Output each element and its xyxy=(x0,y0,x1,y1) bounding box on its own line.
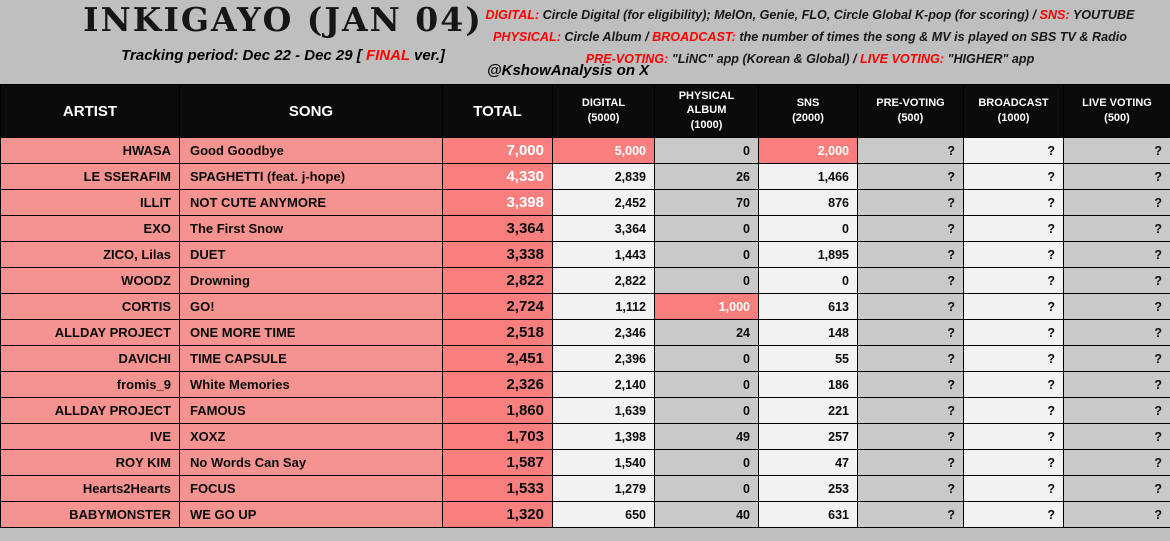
cell-broadcast: ? xyxy=(964,372,1064,398)
cell-physical: 24 xyxy=(655,320,759,346)
col-header-weight: (1000) xyxy=(690,118,723,131)
legend-text: Circle Digital (for eligibility); MelOn, Genie, FLO, Circle Global K-pop (for scoring) / xyxy=(539,8,1040,22)
cell-artist: DAVICHI xyxy=(1,346,180,372)
cell-broadcast: ? xyxy=(964,164,1064,190)
cell-sns: 2,000 xyxy=(759,138,858,164)
cell-total: 1,533 xyxy=(443,476,553,502)
cell-song: Drowning xyxy=(180,268,443,294)
cell-pre-voting: ? xyxy=(858,190,964,216)
cell-pre-voting: ? xyxy=(858,268,964,294)
col-header-label: PRE-VOTING xyxy=(876,96,945,109)
cell-physical: 0 xyxy=(655,216,759,242)
col-header-digital xyxy=(553,85,655,138)
legend-line xyxy=(452,4,1168,26)
cell-digital: 3,364 xyxy=(553,216,655,242)
cell-digital: 2,452 xyxy=(553,190,655,216)
cell-pre-voting: ? xyxy=(858,476,964,502)
col-header-label: SNS xyxy=(796,96,820,109)
cell-song: NOT CUTE ANYMORE xyxy=(180,190,443,216)
credit-handle: @KshowAnalysis on X xyxy=(487,62,650,79)
cell-live-voting: ? xyxy=(1064,502,1170,528)
cell-physical: 0 xyxy=(655,346,759,372)
table-row xyxy=(1,398,1170,424)
cell-broadcast: ? xyxy=(964,398,1064,424)
cell-sns: 0 xyxy=(759,268,858,294)
cell-broadcast: ? xyxy=(964,450,1064,476)
col-header-label: PHYSICAL ALBUM xyxy=(678,90,735,116)
cell-live-voting: ? xyxy=(1064,424,1170,450)
col-header-weight: (500) xyxy=(1104,111,1130,124)
cell-pre-voting: ? xyxy=(858,164,964,190)
cell-physical: 0 xyxy=(655,372,759,398)
cell-pre-voting: ? xyxy=(858,242,964,268)
cell-physical: 40 xyxy=(655,502,759,528)
col-header-physical-album xyxy=(655,85,759,138)
cell-total: 3,364 xyxy=(443,216,553,242)
cell-total: 3,338 xyxy=(443,242,553,268)
legend-label: DIGITAL: xyxy=(485,8,540,22)
cell-sns: 221 xyxy=(759,398,858,424)
cell-broadcast: ? xyxy=(964,502,1064,528)
col-header-label: DIGITAL xyxy=(581,96,626,109)
cell-digital: 1,443 xyxy=(553,242,655,268)
cell-pre-voting: ? xyxy=(858,450,964,476)
cell-sns: 1,466 xyxy=(759,164,858,190)
cell-physical: 0 xyxy=(655,476,759,502)
col-header-song: SONG xyxy=(180,85,443,138)
cell-physical: 0 xyxy=(655,242,759,268)
cell-pre-voting: ? xyxy=(858,398,964,424)
cell-live-voting: ? xyxy=(1064,268,1170,294)
cell-sns: 186 xyxy=(759,372,858,398)
cell-total: 2,724 xyxy=(443,294,553,320)
cell-artist: IVE xyxy=(1,424,180,450)
table-row xyxy=(1,320,1170,346)
cell-digital: 2,396 xyxy=(553,346,655,372)
col-header-sns xyxy=(759,85,858,138)
cell-sns: 0 xyxy=(759,216,858,242)
legend-label: LIVE VOTING: xyxy=(860,52,944,66)
cell-total: 1,703 xyxy=(443,424,553,450)
cell-artist: Hearts2Hearts xyxy=(1,476,180,502)
col-header-weight: (5000) xyxy=(587,111,620,124)
cell-live-voting: ? xyxy=(1064,216,1170,242)
cell-artist: EXO xyxy=(1,216,180,242)
cell-digital: 2,140 xyxy=(553,372,655,398)
cell-song: FOCUS xyxy=(180,476,443,502)
cell-sns: 47 xyxy=(759,450,858,476)
cell-physical: 0 xyxy=(655,268,759,294)
header-row xyxy=(1,85,1170,138)
table-row xyxy=(1,424,1170,450)
cell-broadcast: ? xyxy=(964,216,1064,242)
cell-artist: BABYMONSTER xyxy=(1,502,180,528)
table-row xyxy=(1,138,1170,164)
cell-pre-voting: ? xyxy=(858,372,964,398)
cell-digital: 5,000 xyxy=(553,138,655,164)
cell-song: No Words Can Say xyxy=(180,450,443,476)
cell-artist: ILLIT xyxy=(1,190,180,216)
tracking-period-text: Tracking period: Dec 22 - Dec 29 [ xyxy=(121,47,366,64)
tracking-period-suffix: ver.] xyxy=(409,47,445,64)
cell-digital: 1,279 xyxy=(553,476,655,502)
table-row xyxy=(1,190,1170,216)
cell-song: ONE MORE TIME xyxy=(180,320,443,346)
cell-physical: 49 xyxy=(655,424,759,450)
col-header-weight: (1000) xyxy=(997,111,1030,124)
cell-pre-voting: ? xyxy=(858,424,964,450)
cell-live-voting: ? xyxy=(1064,190,1170,216)
cell-physical: 0 xyxy=(655,398,759,424)
cell-broadcast: ? xyxy=(964,294,1064,320)
cell-song: GO! xyxy=(180,294,443,320)
cell-total: 3,398 xyxy=(443,190,553,216)
cell-digital: 2,822 xyxy=(553,268,655,294)
cell-broadcast: ? xyxy=(964,424,1064,450)
cell-song: SPAGHETTI (feat. j-hope) xyxy=(180,164,443,190)
cell-broadcast: ? xyxy=(964,190,1064,216)
table-row xyxy=(1,216,1170,242)
cell-total: 1,587 xyxy=(443,450,553,476)
cell-live-voting: ? xyxy=(1064,372,1170,398)
legend-text: YOUTUBE xyxy=(1069,8,1135,22)
cell-song: White Memories xyxy=(180,372,443,398)
cell-pre-voting: ? xyxy=(858,320,964,346)
col-header-live-voting xyxy=(1064,85,1170,138)
cell-sns: 148 xyxy=(759,320,858,346)
cell-broadcast: ? xyxy=(964,476,1064,502)
legend-label: PHYSICAL: xyxy=(493,30,561,44)
cell-song: FAMOUS xyxy=(180,398,443,424)
cell-pre-voting: ? xyxy=(858,294,964,320)
col-header-label: LIVE VOTING xyxy=(1082,96,1152,109)
cell-physical: 70 xyxy=(655,190,759,216)
cell-sns: 631 xyxy=(759,502,858,528)
page-title: INKIGAYO (JAN 04) xyxy=(83,0,483,39)
cell-artist: LE SSERAFIM xyxy=(1,164,180,190)
cell-live-voting: ? xyxy=(1064,294,1170,320)
cell-artist: CORTIS xyxy=(1,294,180,320)
cell-artist: HWASA xyxy=(1,138,180,164)
cell-total: 2,326 xyxy=(443,372,553,398)
legend-label: SNS: xyxy=(1039,8,1070,22)
cell-sns: 257 xyxy=(759,424,858,450)
cell-sns: 253 xyxy=(759,476,858,502)
cell-physical: 26 xyxy=(655,164,759,190)
cell-live-voting: ? xyxy=(1064,242,1170,268)
legend-text: the number of times the song & MV is played on SBS TV & Radio xyxy=(735,30,1127,44)
cell-pre-voting: ? xyxy=(858,346,964,372)
cell-artist: ROY KIM xyxy=(1,450,180,476)
cell-live-voting: ? xyxy=(1064,320,1170,346)
table-row xyxy=(1,372,1170,398)
cell-live-voting: ? xyxy=(1064,450,1170,476)
table-row xyxy=(1,346,1170,372)
legend-label: PRE-VOTING: xyxy=(585,52,669,66)
cell-total: 2,822 xyxy=(443,268,553,294)
cell-live-voting: ? xyxy=(1064,346,1170,372)
legend-text: "LiNC" app (Korean & Global) / xyxy=(668,52,861,66)
cell-pre-voting: ? xyxy=(858,138,964,164)
scoring-legend xyxy=(452,4,1168,70)
cell-total: 7,000 xyxy=(443,138,553,164)
cell-live-voting: ? xyxy=(1064,398,1170,424)
cell-song: WE GO UP xyxy=(180,502,443,528)
cell-total: 2,518 xyxy=(443,320,553,346)
cell-live-voting: ? xyxy=(1064,164,1170,190)
cell-broadcast: ? xyxy=(964,138,1064,164)
table-row xyxy=(1,294,1170,320)
cell-sns: 55 xyxy=(759,346,858,372)
cell-total: 2,451 xyxy=(443,346,553,372)
cell-sns: 1,895 xyxy=(759,242,858,268)
cell-physical: 0 xyxy=(655,138,759,164)
table-row xyxy=(1,502,1170,528)
table-row xyxy=(1,476,1170,502)
table-row xyxy=(1,242,1170,268)
table-row xyxy=(1,268,1170,294)
col-header-artist: ARTIST xyxy=(1,85,180,138)
cell-song: Good Goodbye xyxy=(180,138,443,164)
cell-artist: ZICO, Lilas xyxy=(1,242,180,268)
cell-artist: fromis_9 xyxy=(1,372,180,398)
cell-pre-voting: ? xyxy=(858,216,964,242)
cell-broadcast: ? xyxy=(964,320,1064,346)
cell-artist: ALLDAY PROJECT xyxy=(1,320,180,346)
cell-digital: 1,540 xyxy=(553,450,655,476)
cell-digital: 1,398 xyxy=(553,424,655,450)
legend-text: Circle Album / xyxy=(560,30,653,44)
cell-digital: 2,839 xyxy=(553,164,655,190)
cell-song: XOXZ xyxy=(180,424,443,450)
cell-artist: ALLDAY PROJECT xyxy=(1,398,180,424)
cell-digital: 2,346 xyxy=(553,320,655,346)
cell-total: 1,860 xyxy=(443,398,553,424)
legend-line xyxy=(452,26,1168,48)
cell-artist: WOODZ xyxy=(1,268,180,294)
cell-digital: 1,112 xyxy=(553,294,655,320)
cell-sns: 613 xyxy=(759,294,858,320)
col-header-broadcast xyxy=(964,85,1064,138)
cell-broadcast: ? xyxy=(964,346,1064,372)
cell-physical: 1,000 xyxy=(655,294,759,320)
cell-song: The First Snow xyxy=(180,216,443,242)
col-header-total: TOTAL xyxy=(443,85,553,138)
legend-text: "HIGHER" app xyxy=(943,52,1035,66)
cell-song: DUET xyxy=(180,242,443,268)
cell-physical: 0 xyxy=(655,450,759,476)
cell-live-voting: ? xyxy=(1064,138,1170,164)
legend-label: BROADCAST: xyxy=(652,30,736,44)
cell-song: TIME CAPSULE xyxy=(180,346,443,372)
cell-total: 1,320 xyxy=(443,502,553,528)
col-header-label: BROADCAST xyxy=(978,96,1049,109)
cell-broadcast: ? xyxy=(964,242,1064,268)
tracking-final-badge: FINAL xyxy=(365,47,410,64)
cell-total: 4,330 xyxy=(443,164,553,190)
cell-broadcast: ? xyxy=(964,268,1064,294)
cell-live-voting: ? xyxy=(1064,476,1170,502)
cell-pre-voting: ? xyxy=(858,502,964,528)
score-table xyxy=(0,84,1170,528)
cell-digital: 1,639 xyxy=(553,398,655,424)
col-header-pre-voting xyxy=(858,85,964,138)
col-header-weight: (500) xyxy=(897,111,924,124)
table-row xyxy=(1,164,1170,190)
col-header-weight: (2000) xyxy=(792,111,824,124)
table-row xyxy=(1,450,1170,476)
cell-sns: 876 xyxy=(759,190,858,216)
cell-digital: 650 xyxy=(553,502,655,528)
